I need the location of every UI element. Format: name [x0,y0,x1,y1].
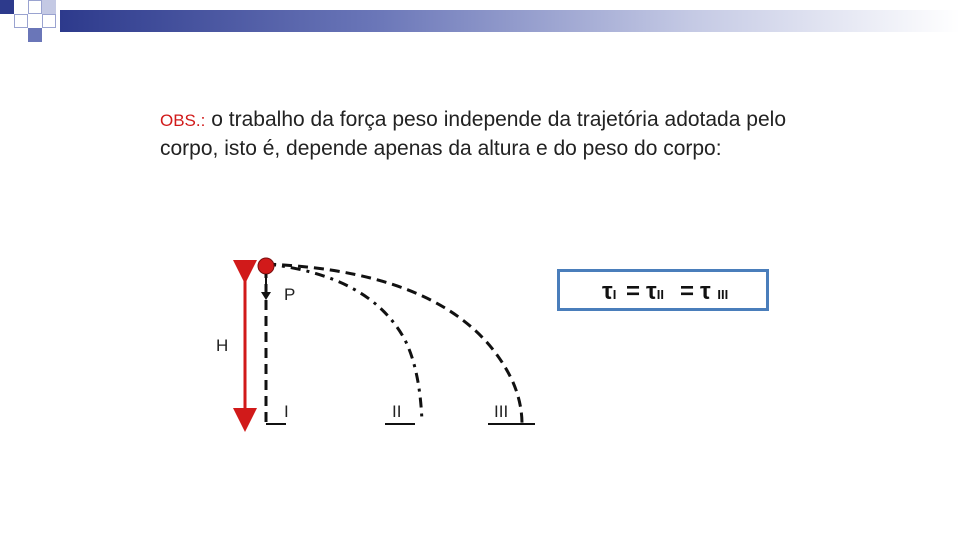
formula-term-3: τ III [700,278,729,305]
formula-term-2: τII [646,278,664,305]
formula-term-1: τI [602,278,617,305]
path-label-i: I [284,402,289,421]
body-ball [258,258,274,274]
weight-arrow-head [261,292,271,300]
work-equality-formula [557,269,769,311]
formula-equals-1: = [626,278,641,305]
obs-text: o trabalho da força peso independe da trajetória adotada pelo corpo, isto é, depende apenas da altura e do peso do corpo: [160,108,786,160]
path-label-iii: III [494,402,509,421]
formula-equals-2: = [680,278,695,305]
path-label-ii: II [392,402,402,421]
weight-label: P [284,285,296,304]
height-label: H [216,336,229,355]
obs-label: OBS.: [160,111,206,130]
path-iii-curve [266,264,522,424]
